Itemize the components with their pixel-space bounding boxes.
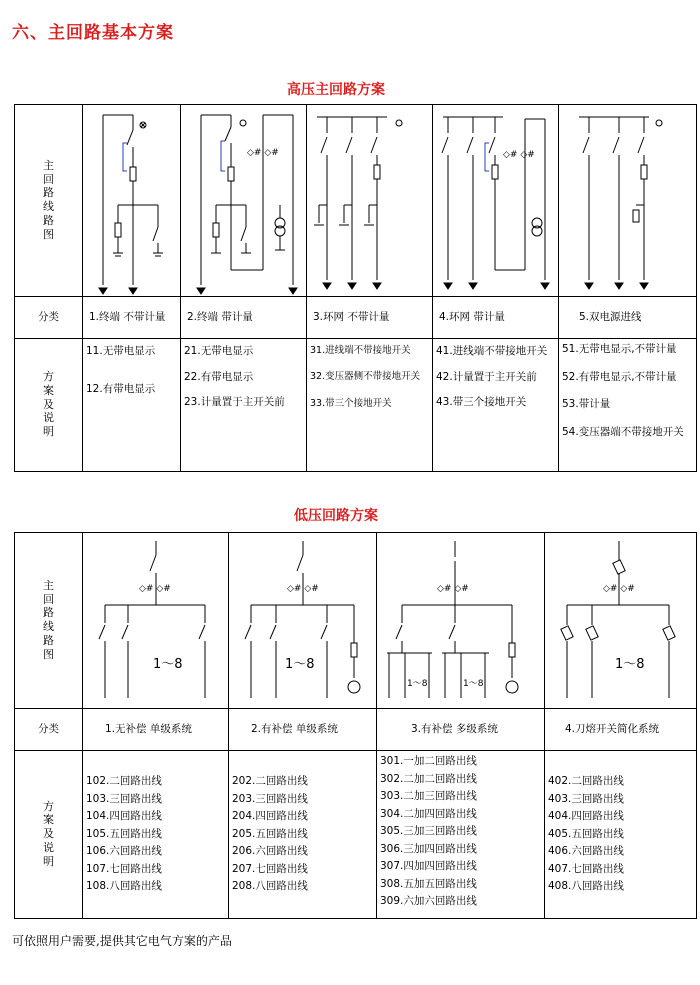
list-item: 305.三加三回路出线 bbox=[380, 825, 477, 837]
hv-items-5 bbox=[559, 339, 697, 472]
lv-diagram-4 bbox=[545, 533, 697, 709]
page-title: 六、主回路基本方案 bbox=[12, 23, 174, 43]
list-item: 207.七回路出线 bbox=[232, 862, 308, 875]
list-item: 107.七回路出线 bbox=[86, 862, 162, 875]
lv-table bbox=[14, 532, 697, 919]
list-item: 22.有带电显示 bbox=[184, 370, 254, 383]
lv-category-3: 3.有补偿 多级系统 bbox=[377, 709, 545, 751]
list-item: 202.二回路出线 bbox=[232, 775, 308, 787]
list-item: 302.二加二回路出线 bbox=[380, 772, 477, 785]
list-item: 51.无带电显示,不带计量 bbox=[562, 343, 677, 355]
svg-text:◇# ◇#: ◇# ◇# bbox=[287, 584, 319, 594]
list-item: 308.五加五回路出线 bbox=[380, 877, 477, 890]
list-item: 12.有带电显示 bbox=[86, 382, 156, 395]
list-item: 32.变压器侧不带接地开关 bbox=[310, 371, 421, 383]
list-item: 208.八回路出线 bbox=[232, 880, 308, 892]
list-item: 206.六回路出线 bbox=[232, 845, 308, 857]
list-item: 53.带计量 bbox=[562, 398, 611, 411]
list-item: 303.二加三回路出线 bbox=[380, 790, 477, 802]
lv-range-label-4: 1～8 bbox=[615, 657, 645, 672]
list-item: 408.八回路出线 bbox=[548, 880, 624, 892]
lv-row-label-circuit: 主回路线路图 bbox=[15, 533, 83, 709]
lv-diagram-1 bbox=[83, 533, 229, 709]
hv-title: 高压主回路方案 bbox=[287, 82, 385, 98]
lv-category-2: 2.有补偿 单级系统 bbox=[229, 709, 377, 751]
svg-text:◇# ◇#: ◇# ◇# bbox=[139, 584, 171, 594]
list-item: 405.五回路出线 bbox=[548, 827, 624, 840]
list-item: 41.进线端不带接地开关 bbox=[436, 345, 548, 357]
hv-items-3 bbox=[307, 339, 433, 472]
lv-range-label-3a: 1～8 bbox=[407, 679, 428, 689]
list-item: 105.五回路出线 bbox=[86, 827, 162, 840]
list-item: 203.三回路出线 bbox=[232, 792, 308, 805]
hv-category-4: 4.环网 带计量 bbox=[433, 297, 559, 339]
list-item: 21.无带电显示 bbox=[184, 345, 254, 357]
list-item: 42.计量置于主开关前 bbox=[436, 370, 537, 383]
hv-diagram-1 bbox=[83, 105, 181, 297]
list-item: 407.七回路出线 bbox=[548, 862, 624, 875]
list-item: 106.六回路出线 bbox=[86, 845, 162, 857]
hv-row-label-category: 分类 bbox=[15, 297, 83, 339]
list-item: 103.三回路出线 bbox=[86, 792, 162, 805]
hv-diagram-2 bbox=[181, 105, 307, 297]
hv-row-label-scheme: 方案及说明 bbox=[15, 339, 83, 472]
lv-diagram-3 bbox=[377, 533, 545, 709]
list-item: 52.有带电显示,不带计量 bbox=[562, 370, 677, 383]
svg-text:◇# ◇#: ◇# ◇# bbox=[503, 150, 535, 160]
list-item: 306.三加四回路出线 bbox=[380, 842, 477, 855]
hv-items-2 bbox=[181, 339, 307, 472]
list-item: 104.四回路出线 bbox=[86, 810, 162, 822]
svg-text:◇# ◇#: ◇# ◇# bbox=[437, 584, 469, 594]
lv-title: 低压回路方案 bbox=[294, 508, 378, 524]
list-item: 402.二回路出线 bbox=[548, 775, 624, 787]
hv-category-5: 5.双电源进线 bbox=[559, 297, 697, 339]
hv-category-3: 3.环网 不带计量 bbox=[307, 297, 433, 339]
hv-items-1 bbox=[83, 339, 181, 472]
lv-category-1: 1.无补偿 单级系统 bbox=[83, 709, 229, 751]
hv-category-1: 1.终端 不带计量 bbox=[83, 297, 181, 339]
svg-text:◇# ◇#: ◇# ◇# bbox=[603, 584, 635, 594]
list-item: 309.六加六回路出线 bbox=[380, 895, 477, 907]
list-item: 404.四回路出线 bbox=[548, 810, 624, 822]
list-item: 102.二回路出线 bbox=[86, 775, 162, 787]
list-item: 301.一加二回路出线 bbox=[380, 755, 477, 767]
list-item: 23.计量置于主开关前 bbox=[184, 396, 285, 409]
list-item: 304.二加四回路出线 bbox=[380, 807, 477, 820]
list-item: 43.带三个接地开关 bbox=[436, 396, 527, 409]
list-item: 108.八回路出线 bbox=[86, 880, 162, 892]
lv-items-2 bbox=[229, 751, 377, 919]
lv-range-label-2: 1～8 bbox=[285, 657, 315, 672]
footer-note: 可依照用户需要,提供其它电气方案的产品 bbox=[12, 934, 232, 948]
list-item: 406.六回路出线 bbox=[548, 845, 624, 857]
lv-diagram-2 bbox=[229, 533, 377, 709]
lv-range-label-3b: 1～8 bbox=[463, 679, 484, 689]
lv-range-label-1: 1～8 bbox=[153, 657, 183, 672]
hv-items-4 bbox=[433, 339, 559, 472]
hv-category-2: 2.终端 带计量 bbox=[181, 297, 307, 339]
lv-row-label-category: 分类 bbox=[15, 709, 83, 751]
list-item: 31.进线端不带接地开关 bbox=[310, 345, 411, 356]
hv-diagram-3 bbox=[307, 105, 433, 297]
lv-items-3 bbox=[377, 751, 545, 919]
list-item: 11.无带电显示 bbox=[86, 345, 156, 357]
hv-diagram-4 bbox=[433, 105, 559, 297]
svg-text:◇# ◇#: ◇# ◇# bbox=[247, 148, 279, 158]
lv-category-4: 4.刀熔开关简化系统 bbox=[545, 709, 697, 751]
list-item: 205.五回路出线 bbox=[232, 827, 308, 840]
list-item: 403.三回路出线 bbox=[548, 792, 624, 805]
lv-items-1 bbox=[83, 751, 229, 919]
lv-row-label-scheme: 方案及说明 bbox=[15, 751, 83, 919]
list-item: 33.带三个接地开关 bbox=[310, 397, 392, 409]
list-item: 307.四加四回路出线 bbox=[380, 860, 477, 872]
list-item: 54.变压器端不带接地开关 bbox=[562, 425, 684, 438]
lv-items-4 bbox=[545, 751, 697, 919]
hv-row-label-circuit: 主回路线路图 bbox=[15, 105, 83, 297]
hv-diagram-5 bbox=[559, 105, 697, 297]
list-item: 204.四回路出线 bbox=[232, 810, 308, 822]
hv-table bbox=[14, 104, 697, 472]
